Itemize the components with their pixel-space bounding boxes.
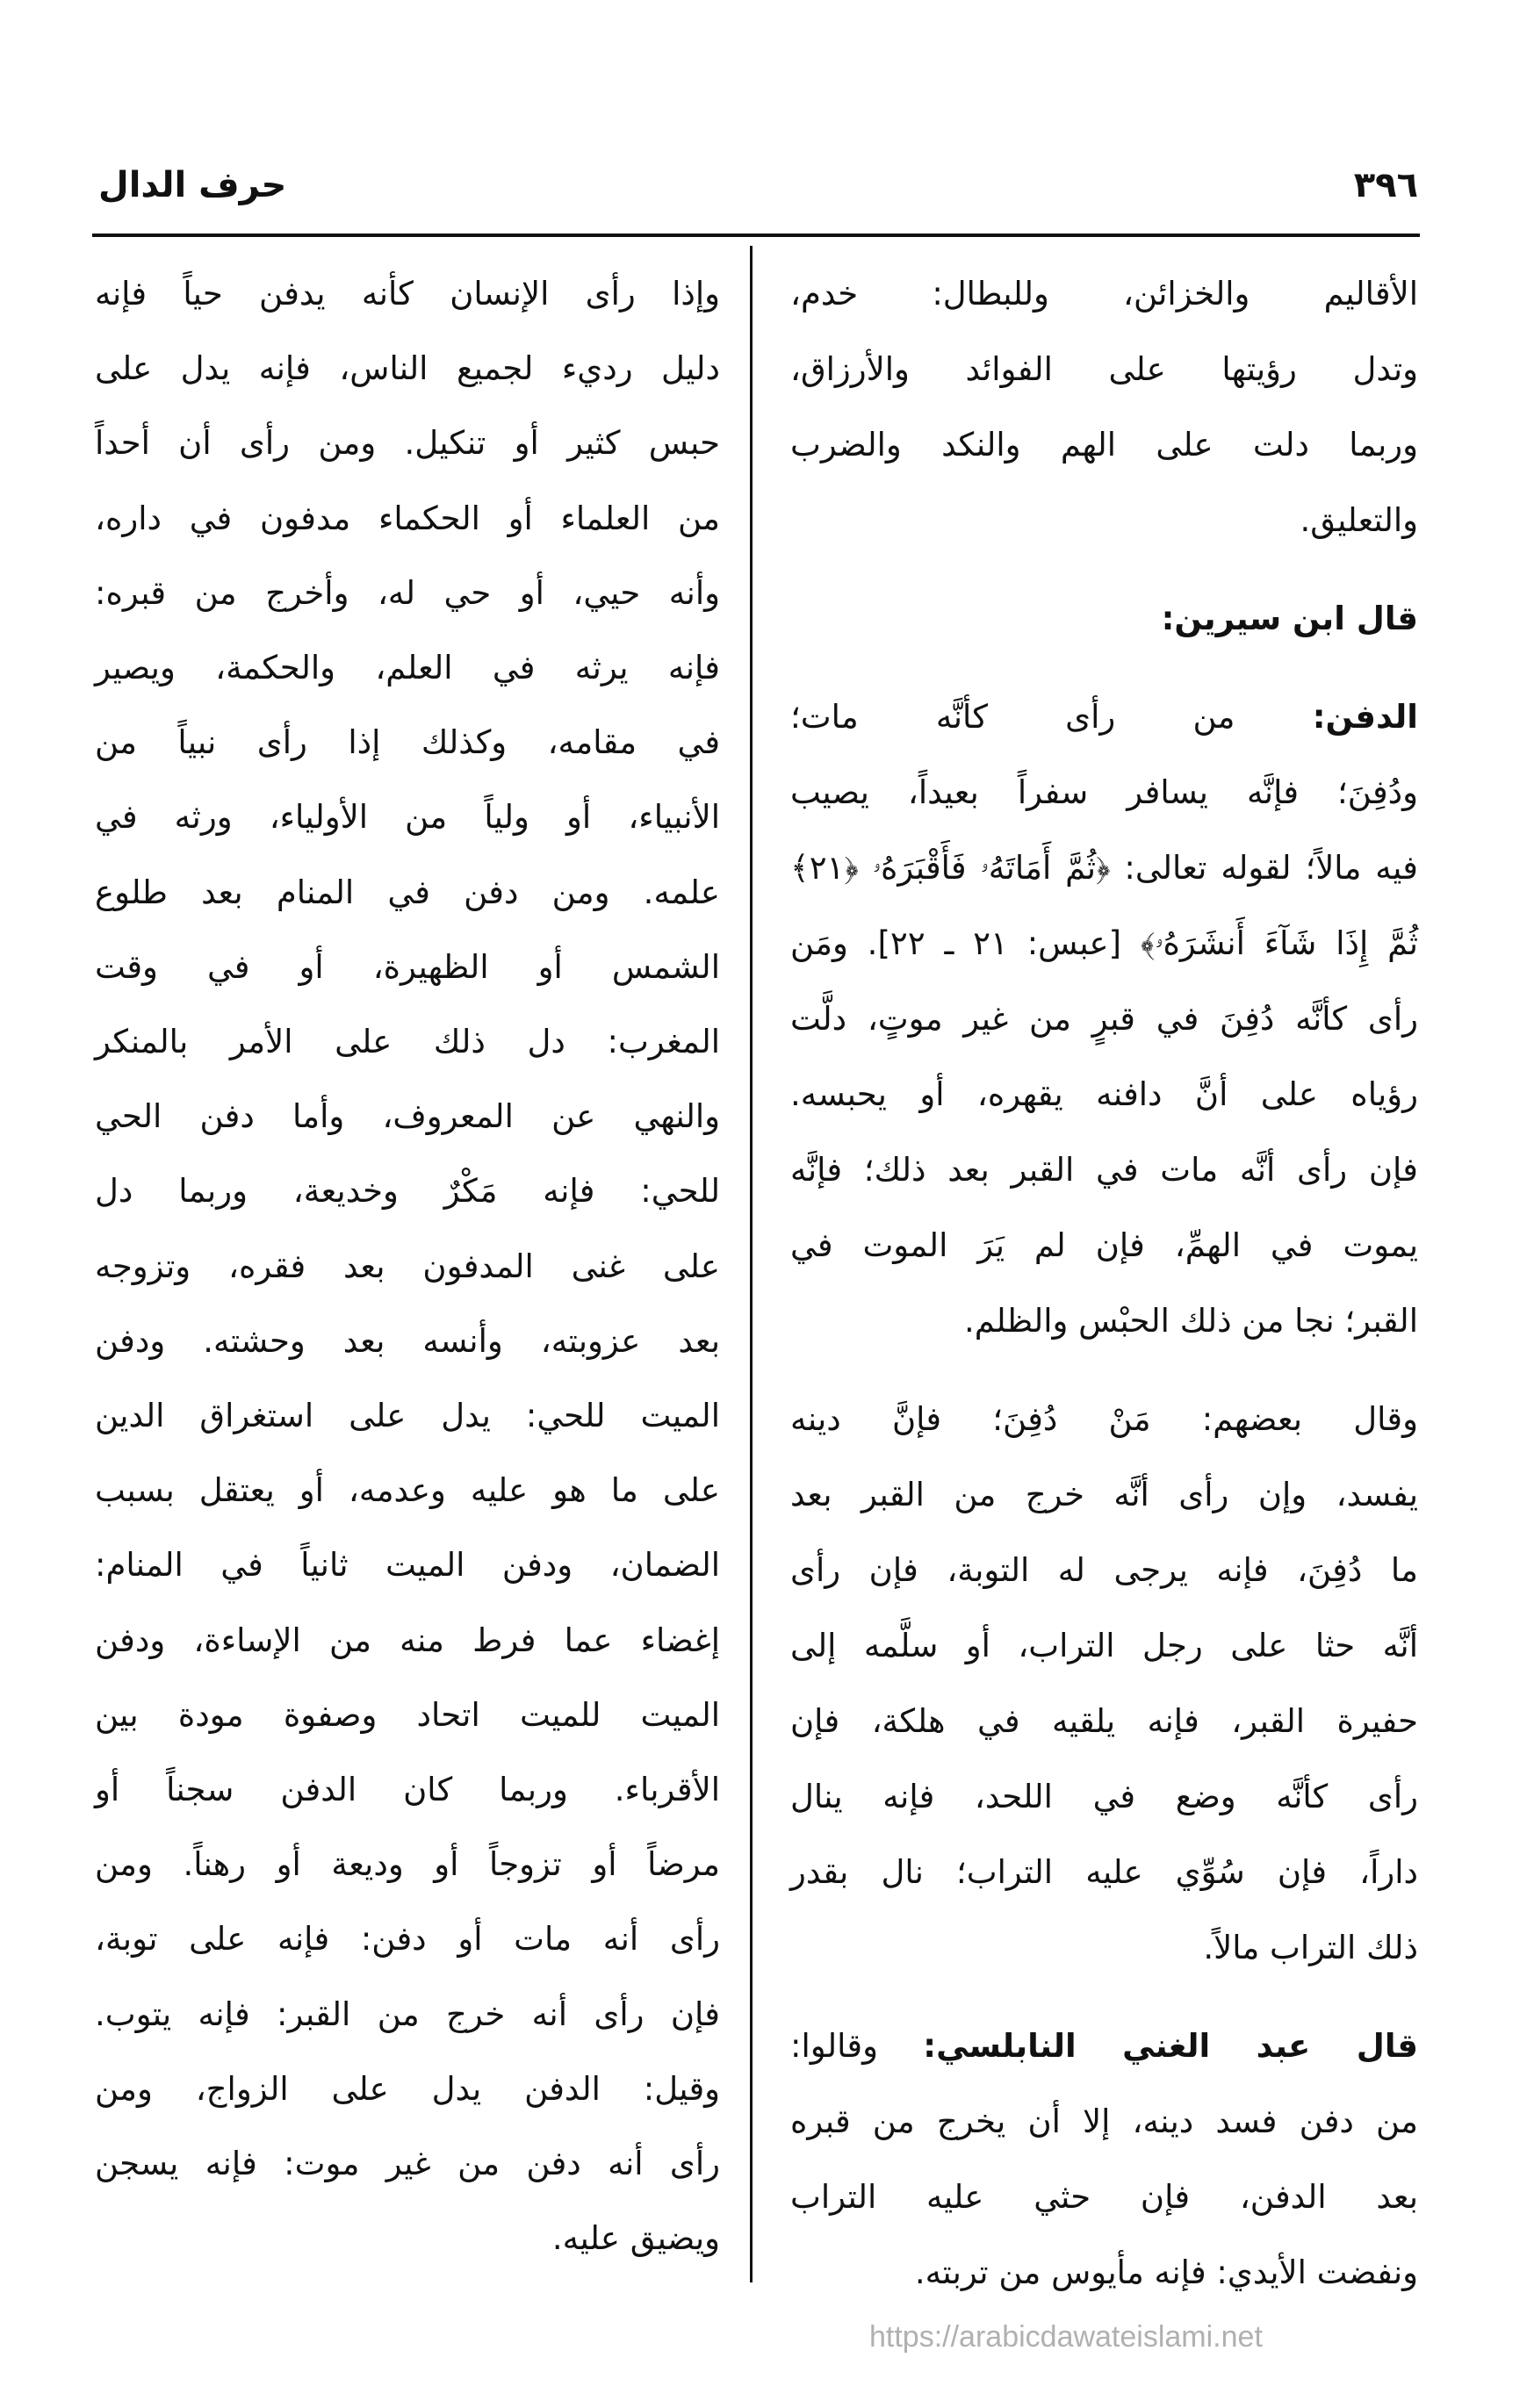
text-line: [95, 2126, 720, 2201]
right-column: [790, 256, 1418, 2311]
line-text: ونفضت الأيدي: فإنه مأيوس من تربته.: [914, 2253, 1418, 2291]
text-line: [790, 332, 1418, 407]
text-line: [790, 256, 1418, 332]
line-text: حفيرة القبر، فإنه يلقيه في هلكة، فإن: [790, 1702, 1418, 1740]
text-line: [790, 2160, 1418, 2235]
text-line: [95, 2052, 720, 2126]
text-line: [95, 1827, 720, 1901]
line-text: مرضاً أو تزوجاً أو وديعة أو رهناً. ومن: [95, 1845, 720, 1884]
line-text: داراً، فإن سُوِّي عليه التراب؛ نال بقدر: [790, 1853, 1418, 1891]
line-text: المغرب: دل ذلك على الأمر بالمنكر: [95, 1023, 720, 1061]
text-line: [790, 1684, 1418, 1759]
line-text: رؤياه على أنَّ دافنه يقهره، أو يحبسه.: [790, 1075, 1418, 1113]
line-text: فإن رأى أنه خرج من القبر: فإنه يتوب.: [95, 1995, 720, 2033]
line-text: فإن رأى أنَّه مات في القبر بعد ذلك؛ فإنَّه: [790, 1151, 1418, 1189]
text-line: [790, 483, 1418, 558]
paragraph: [790, 581, 1418, 657]
text-line: [95, 1304, 720, 1378]
line-text: رأى كأنَّه وضع في اللحد، فإنه ينال: [790, 1778, 1418, 1815]
line-text: قال ابن سيرين:: [1161, 600, 1418, 637]
line-text: من دفن فسد دينه، إلا أن يخرج من قبره: [790, 2103, 1418, 2140]
text-line: [95, 1977, 720, 2052]
bold-lead: قال عبد الغني النابلسي:: [923, 2027, 1418, 2065]
line-text: وإذا رأى الإنسان كأنه يدفن حياً فإنه: [95, 275, 720, 313]
line-text: فإنه يرثه في العلم، والحكمة، ويصير: [95, 649, 720, 687]
line-text: الأقاليم والخزائن، وللبطال: خدم،: [790, 275, 1418, 313]
line-text: رأى أنه مات أو دفن: فإنه على توبة،: [95, 1920, 720, 1959]
text-line: [790, 2009, 1418, 2084]
line-text: فيه مالاً؛ لقوله تعالى: ﴿ثُمَّ أَمَاتَهُۥ فَأَقْبَرَهُۥ ﴿٢١﴾: [790, 849, 1418, 887]
text-line: [95, 1378, 720, 1453]
text-line: [95, 406, 720, 480]
text-line: [790, 2084, 1418, 2160]
text-line: [95, 256, 720, 331]
text-line: [95, 1453, 720, 1527]
line-text: القبر؛ نجا من ذلك الحبْس والظلم.: [964, 1302, 1418, 1340]
text-line: [790, 1457, 1418, 1533]
line-text: الميت للميت اتحاد وصفوة مودة بين: [95, 1695, 720, 1734]
paragraph: [790, 1382, 1418, 1986]
watermark: https://arabicdawateislami.net: [869, 2320, 1263, 2354]
line-text: من العلماء أو الحكماء مدفون في داره،: [95, 499, 720, 537]
line-text: والنهي عن المعروف، وأما دفن الحي: [95, 1097, 720, 1136]
text-line: [790, 1910, 1418, 1986]
line-text: في مقامه، وكذلك إذا رأى نبياً من: [95, 723, 720, 762]
line-text: بعد عزوبته، وأنسه بعد وحشته. ودفن: [95, 1321, 720, 1360]
line-text: وقيل: الدفن يدل على الزواج، ومن: [95, 2069, 720, 2108]
line-text: الأقرباء. وربما كان الدفن سجناً أو: [95, 1771, 720, 1809]
text-line: [95, 1901, 720, 1976]
line-text: وقال بعضهم: مَنْ دُفِنَ؛ فإنَّ دينه: [790, 1400, 1418, 1438]
line-text: وربما دلت على الهم والنكد والضرب: [790, 426, 1418, 464]
left-column: [95, 256, 720, 2275]
line-text: رأى كأنَّه دُفِنَ في قبرٍ من غير موتٍ، دلَّت: [790, 1000, 1418, 1038]
line-text: دليل رديء لجميع الناس، فإنه يدل على: [95, 349, 720, 388]
line-text: الأنبياء، أو ولياً من الأولياء، ورثه في: [95, 798, 720, 837]
line-text: الشمس أو الظهيرة، أو في وقت: [95, 947, 720, 986]
text-line: [95, 1527, 720, 1602]
text-line: [790, 755, 1418, 830]
text-line: [790, 679, 1418, 755]
line-text: للحي: فإنه مَكْرٌ وخديعة، وربما دل: [95, 1172, 720, 1211]
line-text: من رأى كأنَّه مات؛: [790, 698, 1313, 736]
text-line: [95, 705, 720, 780]
text-line: [790, 1382, 1418, 1457]
paragraph: [95, 256, 720, 2275]
chapter-title: حرف الدال: [98, 165, 287, 205]
text-line: [790, 1533, 1418, 1608]
bold-lead: الدفن:: [1312, 698, 1418, 736]
text-line: [790, 1759, 1418, 1835]
column-divider: [750, 246, 753, 2282]
text-line: [790, 830, 1418, 906]
text-line: [790, 981, 1418, 1057]
text-line: [95, 331, 720, 406]
text-line: [95, 930, 720, 1004]
line-text: وأنه حيي، أو حي له، وأخرج من قبره:: [95, 573, 720, 612]
line-text: وتدل رؤيتها على الفوائد والأرزاق،: [790, 350, 1418, 388]
line-text: والتعليق.: [1300, 501, 1418, 539]
text-line: [95, 630, 720, 705]
line-text: رأى أنه دفن من غير موت: فإنه يسجن: [95, 2145, 720, 2183]
line-text: علمه. ومن دفن في المنام بعد طلوع: [95, 873, 720, 911]
line-text: على ما هو عليه وعدمه، أو يعتقل بسبب: [95, 1471, 720, 1510]
text-line: [790, 2235, 1418, 2311]
line-text: وقالوا:: [790, 2027, 924, 2065]
text-line: [95, 1229, 720, 1304]
text-line: [790, 1835, 1418, 1910]
page-number: ٣٩٦: [1353, 165, 1418, 205]
line-text: ذلك التراب مالاً.: [1203, 1929, 1418, 1966]
text-line: [95, 780, 720, 854]
line-text: إغضاء عما فرط منه من الإساءة، ودفن: [95, 1621, 720, 1659]
line-text: ما دُفِنَ، فإنه يرجى له التوبة، فإن رأى: [790, 1551, 1418, 1589]
line-text: أنَّه حثا على رجل التراب، أو سلَّمه إلى: [790, 1627, 1418, 1664]
text-line: [95, 1603, 720, 1678]
line-text: بعد الدفن، فإن حثي عليه التراب: [790, 2178, 1418, 2216]
text-line: [95, 481, 720, 556]
text-line: [95, 1678, 720, 1752]
text-line: [790, 1132, 1418, 1208]
line-text: ثُمَّ إِذَا شَآءَ أَنشَرَهُۥ﴾ [عبس: ٢١ ـ ٢٢]. ومَن: [790, 924, 1419, 962]
line-text: ويضيق عليه.: [551, 2219, 720, 2258]
line-text: الميت للحي: يدل على استغراق الدين: [95, 1397, 720, 1435]
text-line: [95, 1079, 720, 1154]
text-line: [790, 407, 1418, 483]
header-rule: [92, 234, 1420, 237]
text-line: [790, 906, 1418, 981]
text-line: [790, 1283, 1418, 1359]
text-line: [95, 556, 720, 630]
line-text: الضمان، ودفن الميت ثانياً في المنام:: [95, 1546, 720, 1585]
section-heading: [790, 581, 1418, 657]
line-text: حبس كثير أو تنكيل. ومن رأى أن أحداً: [95, 424, 720, 463]
paragraph: [790, 679, 1418, 1359]
line-text: على غنى المدفون بعد فقره، وتزوجه: [95, 1247, 720, 1285]
paragraph: [790, 256, 1418, 558]
text-line: [95, 2201, 720, 2275]
text-line: [95, 1004, 720, 1079]
paragraph: [790, 2009, 1418, 2311]
line-text: ودُفِنَ؛ فإنَّه يسافر سفراً بعيداً، يصيب: [790, 773, 1418, 811]
text-line: [790, 1208, 1418, 1283]
text-line: [95, 855, 720, 930]
text-line: [790, 1057, 1418, 1132]
text-line: [95, 1752, 720, 1827]
text-line: [790, 1608, 1418, 1684]
line-text: يفسد، وإن رأى أنَّه خرج من القبر بعد: [790, 1476, 1418, 1513]
text-line: [95, 1154, 720, 1228]
line-text: يموت في الهمِّ، فإن لم يَرَ الموت في: [790, 1226, 1418, 1264]
